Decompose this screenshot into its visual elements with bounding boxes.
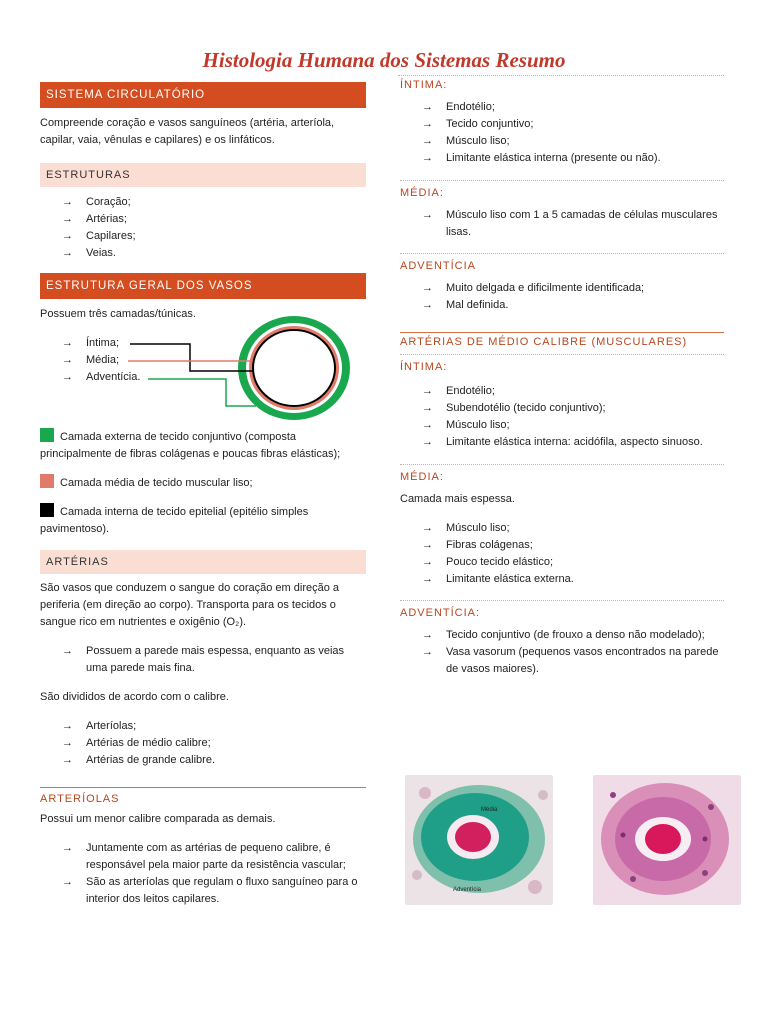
arrow-icon: → bbox=[422, 282, 433, 294]
micrograph-left bbox=[405, 775, 553, 905]
intima2-list bbox=[400, 383, 724, 451]
adventicia1-list bbox=[400, 280, 724, 314]
list-item: → Tecido conjuntivo; bbox=[400, 116, 724, 133]
header-estruturas: ESTRUTURAS bbox=[40, 163, 366, 187]
list-item: → Mal definida. bbox=[400, 297, 724, 314]
intima1-list bbox=[400, 99, 724, 167]
salmon-swatch bbox=[40, 474, 54, 488]
arrow-icon: → bbox=[62, 754, 73, 766]
arrow-icon: → bbox=[422, 646, 433, 658]
list-item: → Capilares; bbox=[40, 228, 366, 245]
arrow-icon: → bbox=[62, 720, 73, 732]
arrow-icon: → bbox=[422, 629, 433, 641]
right-column bbox=[400, 79, 724, 678]
legend-externa: Camada externa de tecido conjuntivo (composta principalmente de fibras colágenas e poucas fibras elásticas); bbox=[40, 427, 366, 463]
arrow-icon: → bbox=[62, 196, 73, 208]
list-item: → São as arteríolas que regulam o fluxo sanguíneo para o interior dos leitos capilares. bbox=[62, 876, 358, 905]
list-item: → Íntima; bbox=[40, 335, 366, 352]
legend-media: Camada média de tecido muscular liso; bbox=[40, 473, 366, 492]
arrow-icon: → bbox=[422, 299, 433, 311]
header-intima-2: ÍNTIMA: bbox=[400, 361, 448, 373]
arrow-icon: → bbox=[422, 135, 433, 147]
arrow-icon: → bbox=[422, 385, 433, 397]
arrow-icon: → bbox=[62, 876, 73, 888]
header-medio-calibre: ARTÉRIAS DE MÉDIO CALIBRE (MUSCULARES) bbox=[400, 332, 724, 355]
adventicia-pointer bbox=[148, 379, 256, 406]
list-item: → Limitante elástica interna (presente ou não). bbox=[400, 150, 724, 167]
list-item: → Limitante elástica interna: acidófila, aspecto sinuoso. bbox=[400, 434, 724, 451]
list-item: → Veias. bbox=[40, 245, 366, 262]
list-item: → Músculo liso; bbox=[400, 520, 724, 537]
intima-pointer bbox=[130, 344, 253, 371]
arrow-icon: → bbox=[422, 419, 433, 431]
arrow-icon: → bbox=[422, 522, 433, 534]
list-item: → Artérias; bbox=[40, 211, 366, 228]
micrograph-left-image bbox=[405, 775, 553, 905]
list-item: → Coração; bbox=[40, 194, 366, 211]
header-arteriolas: ARTERÍOLAS bbox=[40, 787, 366, 805]
arrow-icon: → bbox=[62, 371, 73, 383]
adventicia2-list bbox=[400, 627, 724, 678]
list-item: → Músculo liso com 1 a 5 camadas de células musculares lisas. bbox=[422, 209, 718, 238]
arrow-icon: → bbox=[422, 118, 433, 130]
list-item: → Artérias de grande calibre. bbox=[40, 752, 366, 769]
list-item: → Adventícia. bbox=[40, 369, 366, 386]
arterias-calibre-list bbox=[40, 718, 366, 769]
list-item: → Possuem a parede mais espessa, enquanto as veias uma parede mais fina. bbox=[62, 645, 345, 674]
list-item: → Fibras colágenas; bbox=[400, 537, 724, 554]
media1-list bbox=[400, 207, 724, 241]
arterias-divided-text: São divididos de acordo com o calibre. bbox=[40, 691, 229, 703]
header-media-2: MÉDIA: bbox=[400, 464, 724, 483]
vessel-diagram bbox=[40, 309, 366, 429]
sistema-text: Compreende coração e vasos sanguíneos (artéria, arteríola, capilar, vaia, vênulas e capilares) e os linfáticos. bbox=[40, 117, 335, 146]
title-divider bbox=[398, 75, 724, 76]
list-item: → Músculo liso; bbox=[400, 133, 724, 150]
list-item: → Média; bbox=[40, 352, 366, 369]
list-item: → Músculo liso; bbox=[400, 417, 724, 434]
header-media-1: MÉDIA: bbox=[400, 180, 724, 199]
list-item: → Muito delgada e dificilmente identificada; bbox=[400, 280, 724, 297]
micrograph-right bbox=[593, 775, 741, 905]
list-item: → Endotélio; bbox=[400, 383, 724, 400]
list-item: → Tecido conjuntivo (de frouxo a denso não modelado); bbox=[400, 627, 724, 644]
arrow-icon: → bbox=[62, 842, 73, 854]
header-adventicia-1: ADVENTÍCIA bbox=[400, 253, 724, 272]
arrow-icon: → bbox=[62, 645, 73, 657]
header-estrutura-geral: ESTRUTURA GERAL DOS VASOS bbox=[40, 273, 366, 299]
list-item: → Artérias de médio calibre; bbox=[40, 735, 366, 752]
page-title: Histologia Humana dos Sistemas Resumo bbox=[202, 48, 566, 72]
media2-list bbox=[400, 520, 724, 588]
arrow-icon: → bbox=[422, 402, 433, 414]
black-swatch bbox=[40, 503, 54, 517]
arrow-icon: → bbox=[62, 230, 73, 242]
legend-interna: Camada interna de tecido epitelial (epitélio simples pavimentoso). bbox=[40, 502, 366, 538]
estruturas-list bbox=[40, 194, 366, 262]
micro-label-adventicia: Adventícia bbox=[453, 887, 482, 893]
arterias-bullet-list bbox=[40, 643, 366, 677]
estrutura-intro: Possuem três camadas/túnicas. bbox=[40, 308, 196, 320]
micro-label-media: Média bbox=[481, 807, 498, 813]
arrow-icon: → bbox=[62, 247, 73, 259]
list-item: → Vasa vasorum (pequenos vasos encontrados na parede de vasos maiores). bbox=[422, 646, 719, 675]
header-intima-1: ÍNTIMA: bbox=[400, 79, 448, 91]
arrow-icon: → bbox=[422, 101, 433, 113]
header-adventicia-2: ADVENTÍCIA: bbox=[400, 600, 724, 619]
arterias-text: São vasos que conduzem o sangue do coração em direção a periferia (em direção ao corpo). Transporta para os tecidos o sangue rico em nutrientes e oxigênio (O₂). bbox=[40, 582, 340, 628]
header-arterias: ARTÉRIAS bbox=[40, 550, 366, 574]
left-column bbox=[40, 82, 366, 908]
arrow-icon: → bbox=[422, 556, 433, 568]
arrow-icon: → bbox=[62, 337, 73, 349]
media2-text: Camada mais espessa. bbox=[400, 493, 515, 505]
arrow-icon: → bbox=[422, 539, 433, 551]
arrow-icon: → bbox=[422, 436, 433, 448]
arrow-icon: → bbox=[422, 573, 433, 585]
list-item: → Subendotélio (tecido conjuntivo); bbox=[400, 400, 724, 417]
vessel-diagram-area bbox=[40, 331, 366, 421]
arteriolas-text: Possui um menor calibre comparada as demais. bbox=[40, 813, 276, 825]
list-item: → Pouco tecido elástico; bbox=[400, 554, 724, 571]
arrow-icon: → bbox=[422, 152, 433, 164]
list-item: → Endotélio; bbox=[400, 99, 724, 116]
green-swatch bbox=[40, 428, 54, 442]
header-sistema-circulatorio: SISTEMA CIRCULATÓRIO bbox=[40, 82, 366, 108]
arrow-icon: → bbox=[62, 213, 73, 225]
list-item: → Juntamente com as artérias de pequeno calibre, é responsável pela maior parte da resistência vascular; bbox=[62, 842, 346, 871]
list-item: → Arteríolas; bbox=[40, 718, 366, 735]
arteriolas-list bbox=[40, 840, 366, 908]
arrow-icon: → bbox=[62, 737, 73, 749]
list-item: → Limitante elástica externa. bbox=[400, 571, 724, 588]
arrow-icon: → bbox=[422, 209, 433, 221]
arrow-icon: → bbox=[62, 354, 73, 366]
micrograph-right-image bbox=[593, 775, 741, 905]
